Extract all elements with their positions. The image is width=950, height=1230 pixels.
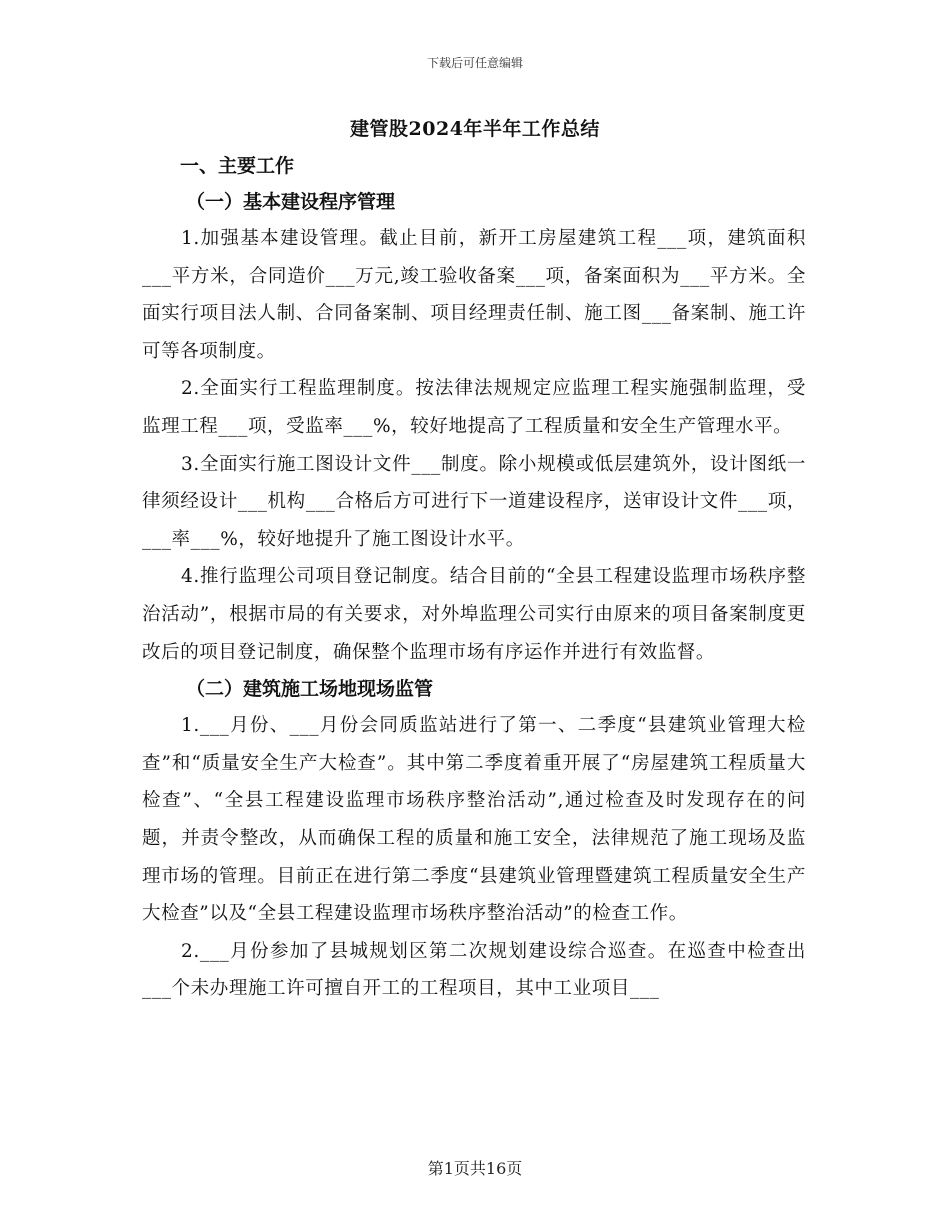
subsection-heading: （二）建筑施工场地现场监管 xyxy=(186,678,434,701)
paragraph: 2.全面实行工程监理制度。按法律法规规定应监理工程实施强制监理，受监理工程___项，受监率___%，较好地提高了工程质量和安全生产管理水平。 xyxy=(142,378,806,437)
subsection-heading: （一）基本建设程序管理 xyxy=(186,191,396,213)
paragraph: 3.全面实行施工图设计文件___制度。除小规模或低层建筑外，设计图纸一律须经设计___机构___合格后方可进行下一道建设程序，送审设计文件___项，___率___%，较好地提升了施工图设计水平。 xyxy=(142,453,806,550)
paragraph: 4.推行监理公司项目登记制度。结合目前的“全县工程建设监理市场秩序整治活动”，根据市局的有关要求，对外埠监理公司实行由原来的项目备案制度更改后的项目登记制度，确保整个监理市场有序运作并进行有效监督。 xyxy=(142,566,806,663)
document-title: 建管股2024年半年工作总结 xyxy=(350,118,600,140)
page-number: 第1页共16页 xyxy=(427,1159,523,1178)
document-body xyxy=(142,148,806,1008)
paragraph: 1.加强基本建设管理。截止目前，新开工房屋建筑工程___项，建筑面积___平方米，合同造价___万元,竣工验收备案___项，备案面积为___平方米。全面实行项目法人制、合同备案制、项目经理责任制、施工图___备案制、施工许可等各项制度。 xyxy=(142,228,806,362)
page-header-note: 下载后可任意编辑 xyxy=(426,56,523,70)
paragraph: 2.___月份参加了县城规划区第二次规划建设综合巡查。在巡查中检查出___个未办理施工许可擅自开工的工程项目，其中工业项目___ xyxy=(142,940,806,1000)
paragraph: 1.___月份、___月份会同质监站进行了第一、二季度“县建筑业管理大检查”和“质量安全生产大检查”。其中第二季度着重开展了“房屋建筑工程质量大检查”、“全县工程建设监理市场秩序整治活动”,通过检查及时发现存在的问题，并责令整改，从而确保工程的质量和施工安全，法律规范了施工现场及监理市场的管理。目前正在进行第二季度“县建筑业管理暨建筑工程质量安全生产大检查”以及“全县工程建设监理市场秩序整治活动”的检查工作。 xyxy=(142,715,806,925)
section-heading: 一、主要工作 xyxy=(180,155,295,177)
